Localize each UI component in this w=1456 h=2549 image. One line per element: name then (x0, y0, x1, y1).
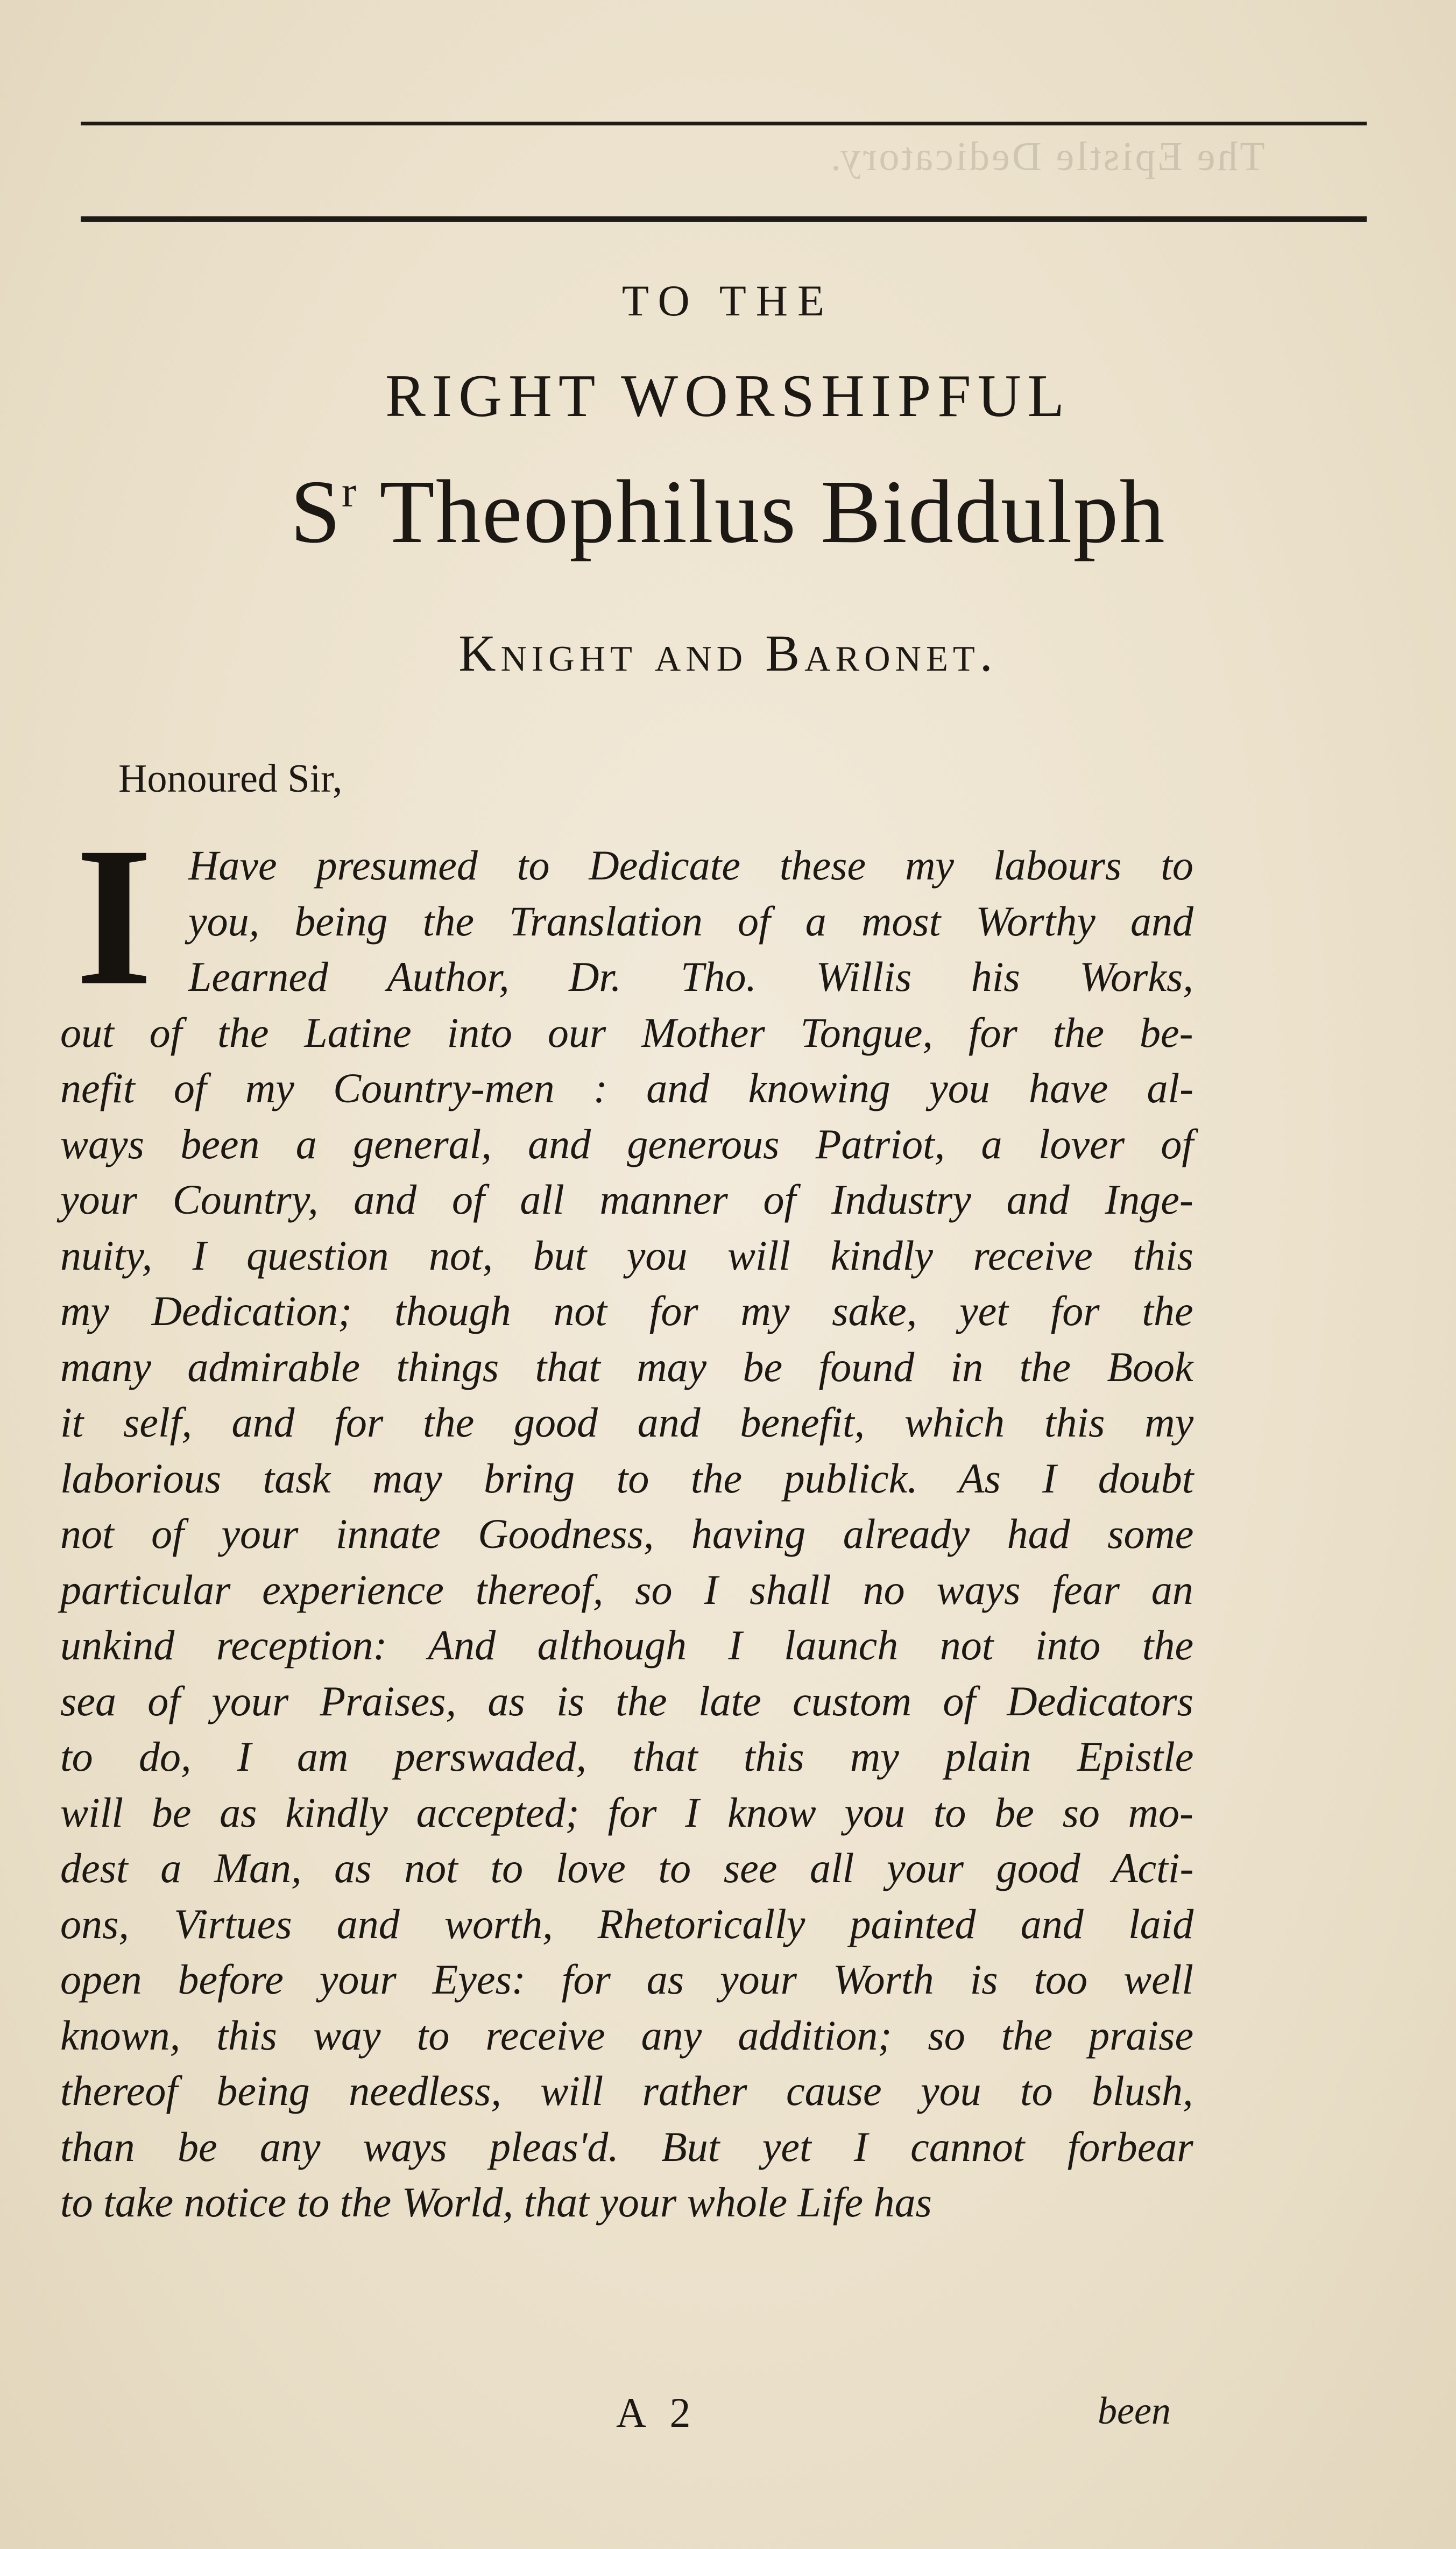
body-line: ons, Virtues and worth, Rhetorically painted and laid (60, 1900, 1194, 1947)
body-line: than be any ways pleas'd. But yet I cannot forbear (60, 2123, 1193, 2170)
body-line: unkind reception: And although I launch not into the (60, 1622, 1194, 1668)
body-line: your Country, and of all manner of Industry and Inge- (60, 1176, 1193, 1223)
body-line: ways been a general, and generous Patriot, a lover of (60, 1121, 1194, 1167)
body-line: Learned Author, Dr. Tho. Willis his Works, (188, 953, 1193, 1000)
body-line: thereof being needless, will rather cause you to blush, (60, 2067, 1193, 2114)
name-superscript: r (341, 467, 358, 516)
body-line: particular experience thereof, so I shall no ways fear an (60, 1566, 1193, 1613)
signature-mark: A 2 (616, 2389, 698, 2436)
header-rule (81, 216, 1367, 222)
heading-right-worshipful: RIGHT WORSHIPFUL (385, 363, 1071, 429)
body-line: to do, I am perswaded, that this my plain Epistle (60, 1733, 1194, 1780)
body-line: it self, and for the good and benefit, which this my (60, 1399, 1194, 1446)
body-line: many admirable things that may be found in the Book (60, 1343, 1193, 1390)
body-line: will be as kindly accepted; for I know you to be so mo- (60, 1789, 1193, 1836)
body-line: Have presumed to Dedicate these my labours to (188, 842, 1193, 889)
body-line: you, being the Translation of a most Worthy and (188, 898, 1193, 945)
salutation: Honoured Sir, (118, 757, 343, 801)
body-line: to take notice to the World, that your whole Life has (60, 2179, 932, 2226)
body-line: open before your Eyes: for as your Worth is too well (60, 1956, 1194, 2003)
body-line: nefit of my Country-men : and knowing you have al- (60, 1065, 1194, 1111)
body-line: out of the Latine into our Mother Tongue, for the be- (60, 1009, 1193, 1056)
bleed-through-heading: The Epistle Dedicatory. (829, 134, 1265, 179)
name-prefix: S (290, 462, 342, 562)
body-line: dest a Man, as not to love to see all your good Acti- (60, 1844, 1194, 1891)
drop-cap-initial: I (75, 806, 153, 1027)
body-line: nuity, I question not, but you will kindly receive this (60, 1232, 1193, 1279)
body-line: my Dedication; though not for my sake, yet for the (60, 1287, 1193, 1334)
body-line: sea of your Praises, as is the late custom of Dedicators (60, 1678, 1194, 1724)
heading-title: Knight and Baronet. (458, 624, 998, 682)
heading-dedicatee-name (0, 460, 1456, 564)
catchword: been (1098, 2389, 1171, 2432)
heading-to-the: TO THE (621, 276, 835, 325)
name-rest: Theophilus Biddulph (357, 462, 1166, 562)
body-line: laborious task may bring to the publick. As I doubt (60, 1455, 1194, 1502)
top-rule (81, 122, 1367, 125)
body-line: not of your innate Goodness, having already had some (60, 1510, 1194, 1557)
body-line: known, this way to receive any addition; so the praise (60, 2012, 1194, 2059)
